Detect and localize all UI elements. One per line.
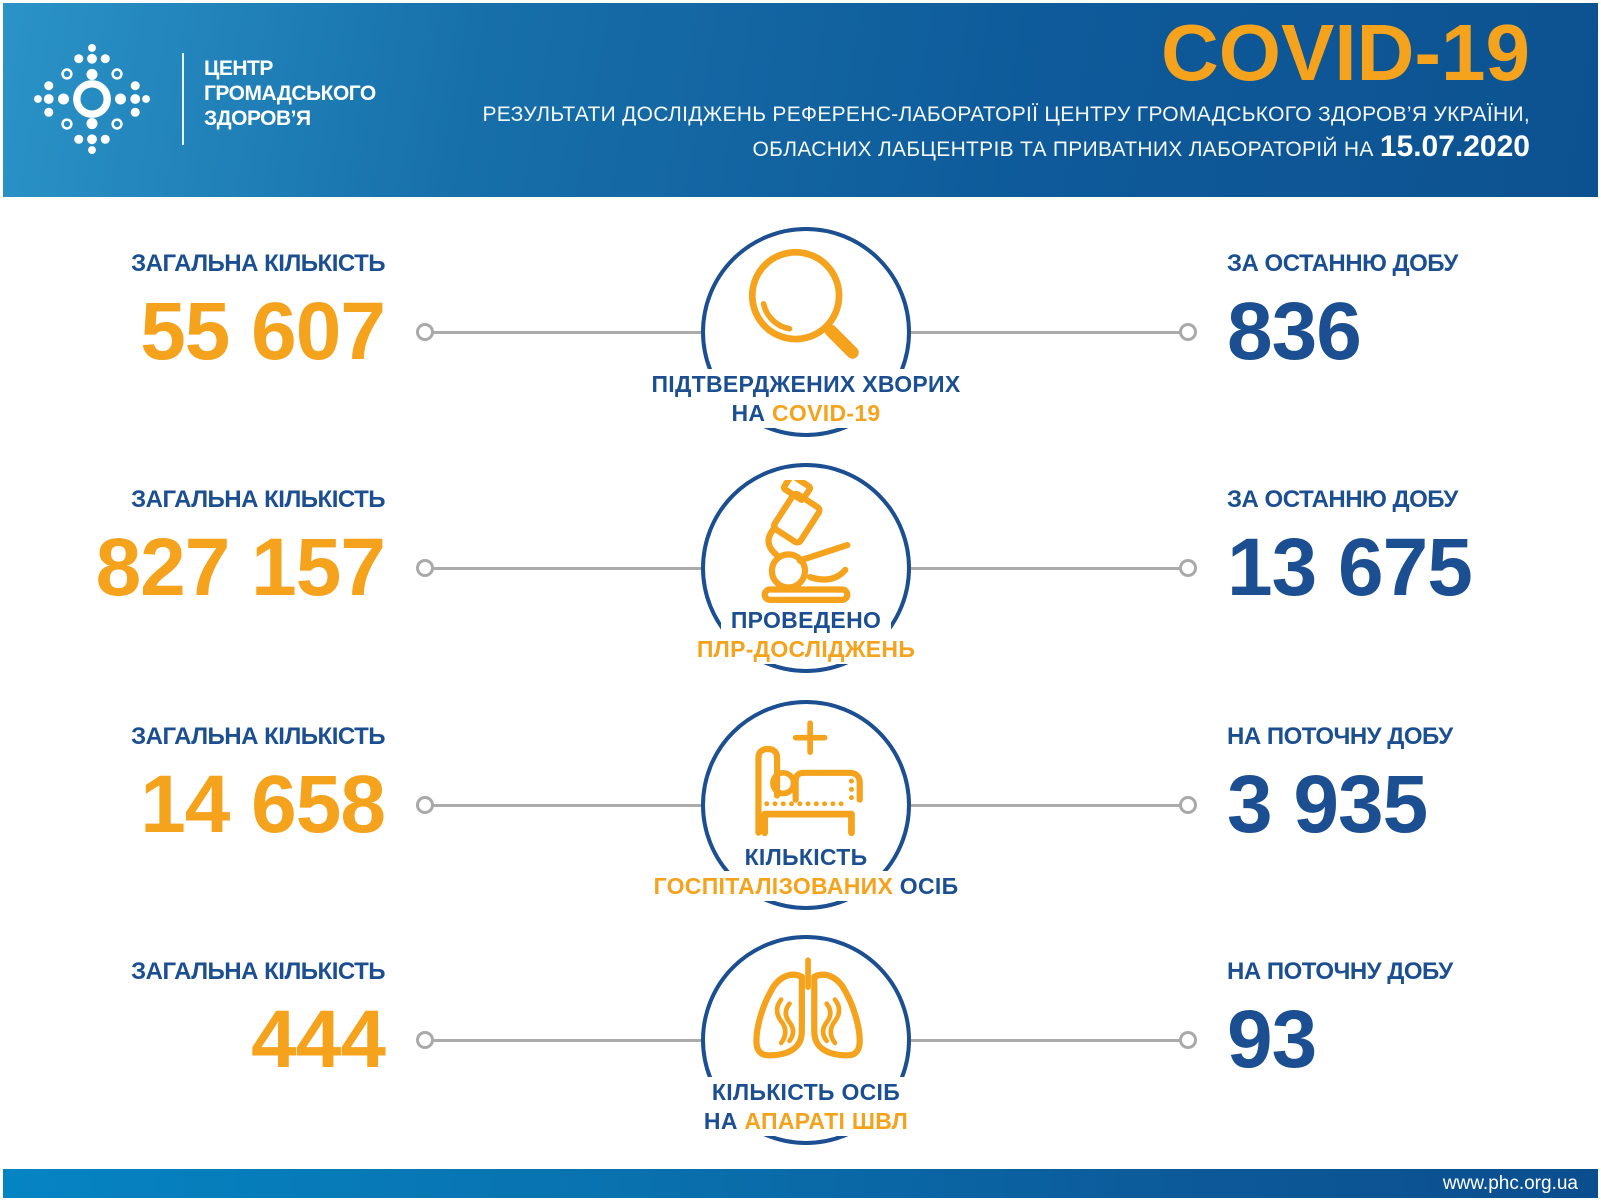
connector-dot-left xyxy=(416,323,434,341)
subtitle-line-2 xyxy=(482,130,1530,167)
stat-label: ЗА ОСТАННЮ ДОБУ xyxy=(1227,250,1458,277)
icon-caption-line2: НА АПАРАТІ ШВЛ xyxy=(456,1106,1156,1136)
stat-value: 444 xyxy=(251,994,385,1085)
website-url: www.phc.org.ua xyxy=(1442,1173,1578,1194)
connector-dot-right xyxy=(1179,1031,1197,1049)
icon-caption-line1: ПІДТВЕРДЖЕНИХ ХВОРИХ xyxy=(456,369,1156,399)
stat-label: ЗАГАЛЬНА КІЛЬКІСТЬ xyxy=(131,723,385,750)
footer xyxy=(3,1169,1598,1198)
connector-dot-left xyxy=(416,1031,434,1049)
subtitle-line-2-text: ОБЛАСНИХ ЛАБЦЕНТРІВ ТА ПРИВАТНИХ ЛАБОРАТОРІЙ НА xyxy=(752,138,1380,161)
logo-line-1: ЦЕНТР xyxy=(204,57,273,80)
magnifier-icon xyxy=(744,244,868,368)
stat-label: ЗАГАЛЬНА КІЛЬКІСТЬ xyxy=(131,486,385,513)
microscope-icon xyxy=(744,480,868,604)
stat-label: ЗАГАЛЬНА КІЛЬКІСТЬ xyxy=(131,958,385,985)
logo-divider xyxy=(182,53,184,145)
stat-value: 827 157 xyxy=(95,522,385,613)
icon-caption-line2: ГОСПІТАЛІЗОВАНИХ ОСІБ xyxy=(456,871,1156,901)
lungs-icon xyxy=(744,952,868,1076)
stat-label: НА ПОТОЧНУ ДОБУ xyxy=(1227,958,1453,985)
logo-line-3: ЗДОРОВ’Я xyxy=(204,107,311,130)
icon-caption-line2: ПЛР-ДОСЛІДЖЕНЬ xyxy=(456,634,1156,664)
stat-value: 836 xyxy=(1227,286,1361,377)
connector-dot-right xyxy=(1179,323,1197,341)
logo-text xyxy=(204,56,376,131)
icon-caption-line1: ПРОВЕДЕНО xyxy=(456,605,1156,635)
stat-label: ЗА ОСТАННЮ ДОБУ xyxy=(1227,486,1458,513)
connector-dot-right xyxy=(1179,559,1197,577)
icon-caption-line2: НА COVID-19 xyxy=(456,398,1156,428)
connector-dot-left xyxy=(416,796,434,814)
header-right xyxy=(482,8,1530,167)
stat-value: 93 xyxy=(1227,994,1317,1085)
subtitle-line-1: РЕЗУЛЬТАТИ ДОСЛІДЖЕНЬ РЕФЕРЕНС-ЛАБОРАТОРІЇ ЦЕНТРУ ГРОМАДСЬКОГО ЗДОРОВ’Я УКРАЇНИ, xyxy=(482,103,1530,126)
stat-value: 55 607 xyxy=(140,286,385,377)
covid-title: COVID-19 xyxy=(1161,8,1530,97)
hospital-bed-icon xyxy=(744,717,868,841)
connector-dot-left xyxy=(416,559,434,577)
phc-logo-icon xyxy=(33,43,151,155)
header xyxy=(3,3,1598,197)
report-date: 15.07.2020 xyxy=(1379,130,1530,163)
logo-line-2: ГРОМАДСЬКОГО xyxy=(204,82,376,105)
stat-value: 13 675 xyxy=(1227,522,1472,613)
connector-dot-right xyxy=(1179,796,1197,814)
stat-label: НА ПОТОЧНУ ДОБУ xyxy=(1227,723,1453,750)
icon-caption-line1: КІЛЬКІСТЬ xyxy=(456,842,1156,872)
stat-label: ЗАГАЛЬНА КІЛЬКІСТЬ xyxy=(131,250,385,277)
icon-caption-line1: КІЛЬКІСТЬ ОСІБ xyxy=(456,1077,1156,1107)
stat-value: 3 935 xyxy=(1227,759,1428,850)
stat-value: 14 658 xyxy=(140,759,385,850)
